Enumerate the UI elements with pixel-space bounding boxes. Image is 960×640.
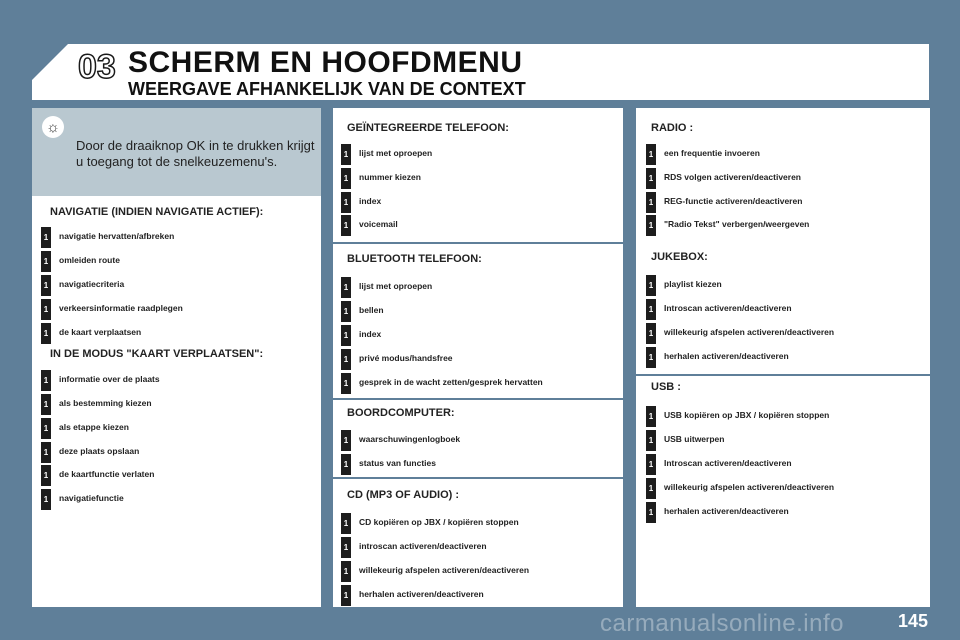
section-title-cd: CD (MP3 OF AUDIO) : xyxy=(347,489,460,501)
badge-1: 1 xyxy=(341,513,351,534)
badge-1: 1 xyxy=(646,323,656,344)
badge-1: 1 xyxy=(41,370,51,391)
section-title-usb: USB : xyxy=(651,381,681,393)
badge-1: 1 xyxy=(646,454,656,475)
badge-1: 1 xyxy=(646,502,656,523)
badge-1: 1 xyxy=(646,144,656,165)
chapter-number: 03 xyxy=(78,48,116,86)
intro-box xyxy=(32,108,321,196)
badge-1: 1 xyxy=(341,168,351,189)
badge-1: 1 xyxy=(341,301,351,322)
badge-1: 1 xyxy=(41,323,51,344)
section-radio: RADIO : 1 een frequentie invoeren 1 RDS volgen activeren/deactiveren 1 REG-functie activeren/deactiveren 1 "Radio Tekst" verbergen/weergeven xyxy=(636,108,930,242)
badge-1: 1 xyxy=(341,430,351,451)
section-phone: GEÏNTEGREERDE TELEFOON: 1 lijst met oproepen 1 nummer kiezen 1 index 1 voicemail xyxy=(333,108,623,242)
badge-1: 1 xyxy=(646,299,656,320)
intro-text: Door de draaiknop OK in te drukken krijgt u toegang tot de snelkeuzemenu's. xyxy=(76,138,315,169)
section-title-phone: GEÏNTEGREERDE TELEFOON: xyxy=(347,122,509,134)
section-jukebox: JUKEBOX: 1 playlist kiezen 1 Introscan activeren/deactiveren 1 willekeurig afspelen activeren/deactiveren 1 herhalen activeren/deactiveren xyxy=(636,242,930,374)
badge-1: 1 xyxy=(41,442,51,463)
page-subtitle: WEERGAVE AFHANKELIJK VAN DE CONTEXT xyxy=(128,79,526,99)
badge-1: 1 xyxy=(341,325,351,346)
section-title-computer: BOORDCOMPUTER: xyxy=(347,407,455,419)
section-title-navigation: NAVIGATIE (INDIEN NAVIGATIE ACTIEF): xyxy=(50,206,264,218)
badge-1: 1 xyxy=(341,215,351,236)
middle-panel xyxy=(333,108,623,607)
badge-1: 1 xyxy=(41,251,51,272)
sun-icon: ☼ xyxy=(42,116,64,138)
section-title-radio: RADIO : xyxy=(651,122,694,134)
section-cd: CD (MP3 OF AUDIO) : 1 CD kopiëren op JBX / kopiëren stoppen 1 introscan activeren/deactiveren 1 willekeurig afspelen activeren/deactiveren 1 herhalen activeren/deactiveren xyxy=(333,477,623,607)
badge-1: 1 xyxy=(341,585,351,606)
badge-1: 1 xyxy=(341,349,351,370)
badge-1: 1 xyxy=(341,454,351,475)
badge-1: 1 xyxy=(41,465,51,486)
watermark: carmanualsonline.info xyxy=(600,610,844,637)
badge-1: 1 xyxy=(41,418,51,439)
badge-1: 1 xyxy=(646,430,656,451)
badge-1: 1 xyxy=(646,478,656,499)
badge-1: 1 xyxy=(646,215,656,236)
badge-1: 1 xyxy=(41,489,51,510)
badge-1: 1 xyxy=(341,277,351,298)
section-computer: BOORDCOMPUTER: 1 waarschuwingenlogboek 1 status van functies xyxy=(333,398,623,477)
badge-1: 1 xyxy=(646,406,656,427)
badge-1: 1 xyxy=(341,373,351,394)
badge-1: 1 xyxy=(646,347,656,368)
badge-1: 1 xyxy=(341,537,351,558)
badge-1: 1 xyxy=(646,275,656,296)
section-title-jukebox: JUKEBOX: xyxy=(651,251,708,263)
section-bluetooth: BLUETOOTH TELEFOON: 1 lijst met oproepen 1 bellen 1 index 1 privé modus/handsfree 1 gesprek in de wacht zetten/gesprek hervatten xyxy=(333,242,623,398)
section-usb: USB : 1 USB kopiëren op JBX / kopiëren stoppen 1 USB uitwerpen 1 Introscan activeren/deactiveren 1 willekeurig afspelen activeren/deactiveren 1 herhalen activeren/deactiveren xyxy=(636,374,930,607)
badge-1: 1 xyxy=(41,275,51,296)
badge-1: 1 xyxy=(341,561,351,582)
left-panel: ☼ Door de draaiknop OK in te drukken krijgt u toegang tot de snelkeuzemenu's. NAVIGATIE (INDIEN NAVIGATIE ACTIEF): 1 navigatie hervatten/afbreken 1 omleiden route 1 navigatiecriteria 1 verkeersinformatie raadplegen 1 de kaart verplaatsen IN DE MODUS "KAART VERPLAATSEN": 1 informatie over de plaats 1 als bestemming kiezen 1 als etappe kiezen 1 deze plaats opslaan 1 de kaartfunctie verlaten 1 navigatiefunctie xyxy=(32,108,321,607)
right-panel xyxy=(636,108,930,607)
badge-1: 1 xyxy=(646,192,656,213)
badge-1: 1 xyxy=(41,227,51,248)
badge-1: 1 xyxy=(41,299,51,320)
badge-1: 1 xyxy=(41,394,51,415)
section-title-bluetooth: BLUETOOTH TELEFOON: xyxy=(347,253,482,265)
page-number: 145 xyxy=(898,611,929,631)
section-title-map-mode: IN DE MODUS "KAART VERPLAATSEN": xyxy=(50,348,264,360)
badge-1: 1 xyxy=(341,144,351,165)
badge-1: 1 xyxy=(341,192,351,213)
page-title: SCHERM EN HOOFDMENU xyxy=(128,46,523,79)
badge-1: 1 xyxy=(646,168,656,189)
